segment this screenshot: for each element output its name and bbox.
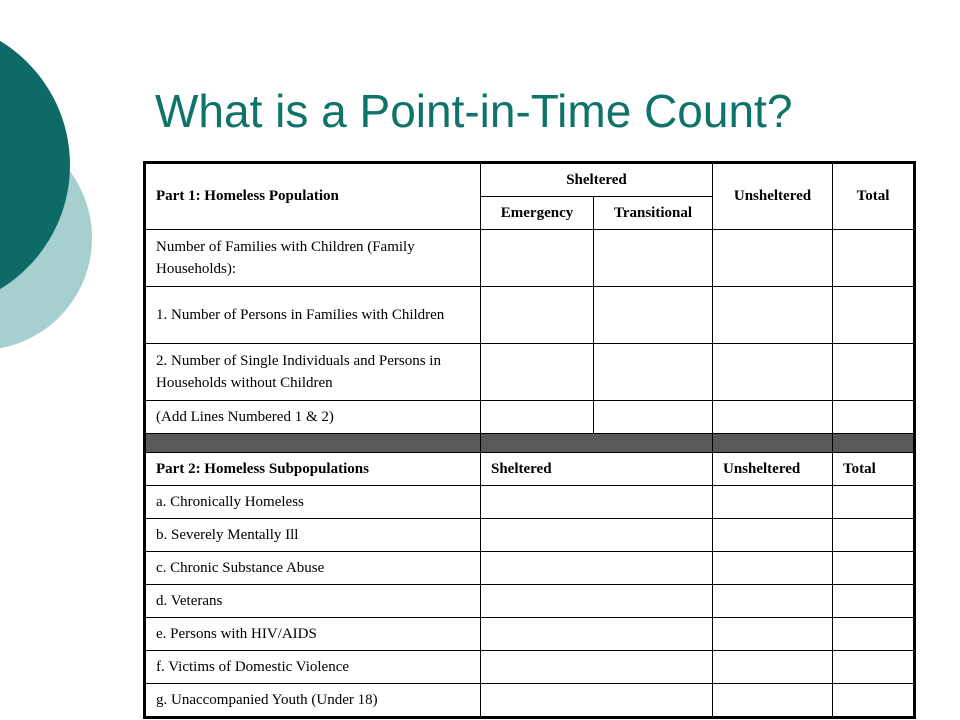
part1-sheltered-header: Sheltered (481, 163, 713, 197)
unsheltered-cell[interactable] (713, 585, 833, 618)
part2-header-label: Part 2: Homeless Subpopulations (145, 453, 481, 486)
total-cell[interactable] (833, 552, 915, 585)
sheltered-cell[interactable] (481, 585, 713, 618)
sheltered-cell[interactable] (481, 486, 713, 519)
sheltered-cell[interactable] (481, 519, 713, 552)
separator-row (145, 434, 915, 453)
table-row (145, 230, 915, 287)
unsheltered-cell[interactable] (713, 344, 833, 401)
table-row (145, 344, 915, 401)
row-label: b. Severely Mentally Ill (145, 519, 481, 552)
table-row (145, 401, 915, 434)
part2-total-header: Total (833, 453, 915, 486)
separator-cell (145, 434, 481, 453)
total-cell[interactable] (833, 287, 915, 344)
decorative-circles (0, 0, 120, 400)
sheltered-cell[interactable] (481, 651, 713, 684)
table-row (145, 618, 915, 651)
emergency-cell[interactable] (481, 401, 594, 434)
part1-header-row (145, 163, 915, 197)
row-label: Number of Families with Children (Family Households): (145, 230, 481, 287)
transitional-cell[interactable] (594, 344, 713, 401)
total-cell[interactable] (833, 401, 915, 434)
unsheltered-cell[interactable] (713, 651, 833, 684)
transitional-cell[interactable] (594, 401, 713, 434)
row-label: d. Veterans (145, 585, 481, 618)
part2-sheltered-header: Sheltered (481, 453, 713, 486)
emergency-cell[interactable] (481, 287, 594, 344)
total-cell[interactable] (833, 486, 915, 519)
row-label: e. Persons with HIV/AIDS (145, 618, 481, 651)
part1-transitional-header: Transitional (594, 197, 713, 230)
emergency-cell[interactable] (481, 344, 594, 401)
unsheltered-cell[interactable] (713, 230, 833, 287)
row-label: f. Victims of Domestic Violence (145, 651, 481, 684)
total-cell[interactable] (833, 618, 915, 651)
part1-emergency-header: Emergency (481, 197, 594, 230)
sheltered-cell[interactable] (481, 684, 713, 718)
unsheltered-cell[interactable] (713, 287, 833, 344)
total-cell[interactable] (833, 651, 915, 684)
separator-cell (833, 434, 915, 453)
unsheltered-cell[interactable] (713, 519, 833, 552)
table-row (145, 684, 915, 718)
transitional-cell[interactable] (594, 230, 713, 287)
part1-unsheltered-header: Unsheltered (713, 163, 833, 230)
unsheltered-cell[interactable] (713, 618, 833, 651)
sheltered-cell[interactable] (481, 618, 713, 651)
separator-cell (481, 434, 713, 453)
row-label: 1. Number of Persons in Families with Children (145, 287, 481, 344)
table-row (145, 287, 915, 344)
table-row (145, 486, 915, 519)
table-row (145, 519, 915, 552)
row-label: 2. Number of Single Individuals and Persons in Households without Children (145, 344, 481, 401)
point-in-time-count-table (143, 161, 916, 719)
slide-title: What is a Point-in-Time Count? (155, 85, 793, 137)
total-cell[interactable] (833, 585, 915, 618)
table-row (145, 552, 915, 585)
sheltered-cell[interactable] (481, 552, 713, 585)
part2-header-row (145, 453, 915, 486)
total-cell[interactable] (833, 230, 915, 287)
part1-header-label: Part 1: Homeless Population (145, 163, 481, 230)
part1-total-header: Total (833, 163, 915, 230)
emergency-cell[interactable] (481, 230, 594, 287)
row-label: g. Unaccompanied Youth (Under 18) (145, 684, 481, 718)
table-row (145, 651, 915, 684)
row-label: a. Chronically Homeless (145, 486, 481, 519)
separator-cell (713, 434, 833, 453)
part2-unsheltered-header: Unsheltered (713, 453, 833, 486)
row-label: (Add Lines Numbered 1 & 2) (145, 401, 481, 434)
total-cell[interactable] (833, 344, 915, 401)
row-label: c. Chronic Substance Abuse (145, 552, 481, 585)
unsheltered-cell[interactable] (713, 684, 833, 718)
total-cell[interactable] (833, 519, 915, 552)
unsheltered-cell[interactable] (713, 552, 833, 585)
transitional-cell[interactable] (594, 287, 713, 344)
table-row (145, 585, 915, 618)
total-cell[interactable] (833, 684, 915, 718)
unsheltered-cell[interactable] (713, 401, 833, 434)
unsheltered-cell[interactable] (713, 486, 833, 519)
